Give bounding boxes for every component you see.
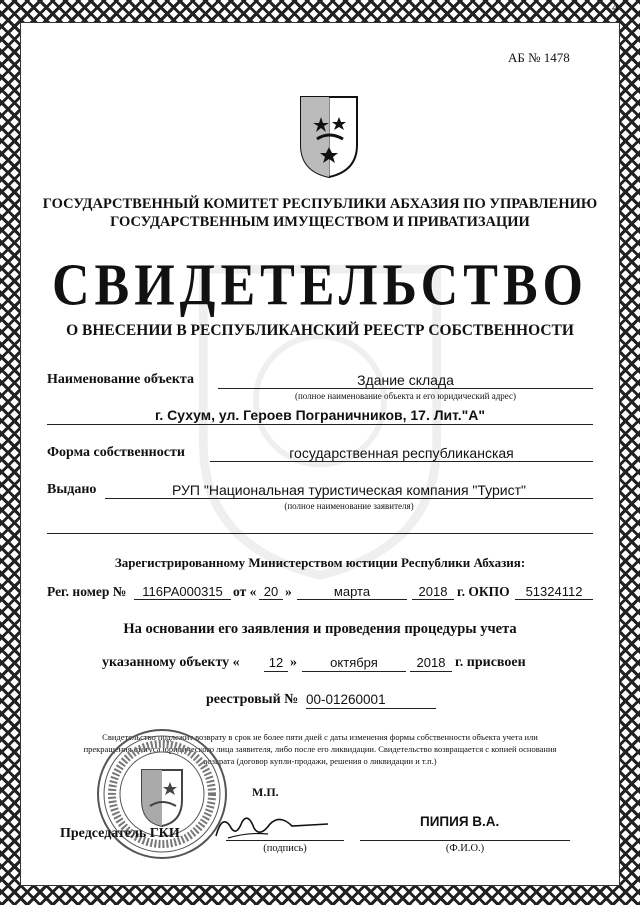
reg-underline — [134, 599, 231, 600]
assign-month-underline — [302, 671, 406, 672]
coat-of-arms-icon — [299, 95, 359, 179]
document-number: АБ № 1478 — [508, 50, 570, 65]
corner-mark: 4 — [612, 0, 618, 14]
signature-hint: (подпись) — [263, 843, 307, 854]
committee-line-1: ГОСУДАРСТВЕННЫЙ КОМИТЕТ РЕСПУБЛИКИ АБХАЗИЯ ПО УПРАВЛЕНИЮ — [42, 196, 598, 212]
fio-underline — [360, 840, 570, 841]
ownership-value: государственная республиканская — [289, 445, 514, 461]
assign-day: 12 — [268, 655, 284, 670]
ownership-underline — [210, 461, 593, 462]
reg-label: Рег. номер № — [47, 584, 127, 599]
assign-year-underline — [410, 671, 452, 672]
notice-line-2: прекращения статуса юридического лица заявителя, либо после его ликвидации. Свидетельство возвращается с копией основания — [83, 744, 557, 754]
assign-label: указанному объекту « — [102, 655, 240, 670]
issued-underline-2 — [47, 533, 593, 534]
assign-year: 2018 — [416, 655, 446, 670]
assign-day-underline — [264, 671, 288, 672]
signature-underline — [226, 840, 344, 841]
object-underline — [218, 388, 593, 389]
reg-day-underline — [259, 599, 283, 600]
assign-quote-close: » — [290, 655, 297, 670]
address-underline — [47, 424, 593, 425]
object-address: г. Сухум, ул. Героев Пограничников, 17. Лит."А" — [154, 407, 486, 423]
signature-icon — [208, 808, 338, 844]
notice-line-1: Свидетельство подлежит возврату в срок не более пяти дней с даты изменения формы собственности объекта учета или — [102, 732, 538, 742]
issued-hint: (полное наименование заявителя) — [284, 501, 414, 511]
reg-day: 20 — [263, 584, 279, 599]
reg-month-underline — [297, 599, 407, 600]
assign-end-label: г. присвоен — [455, 655, 526, 670]
registered-by: Зарегистрированному Министерством юстиции Республики Абхазия: — [114, 555, 526, 570]
object-value: Здание склада — [357, 372, 454, 388]
okpo-underline — [515, 599, 593, 600]
reg-quote-close: » — [285, 584, 292, 599]
certificate-title: СВИДЕТЕЛЬСТВО — [51, 252, 589, 319]
issued-value: РУП "Национальная туристическая компания "Турист" — [171, 482, 526, 498]
issued-underline — [105, 498, 593, 499]
registry-underline — [306, 708, 436, 709]
reg-month: марта — [333, 584, 371, 599]
registry-label: реестровый № — [206, 692, 299, 707]
reg-number: 116РА000315 — [142, 584, 223, 599]
object-hint: (полное наименование объекта и его юридический адрес) — [294, 391, 517, 401]
chairman-label: Председатель ГКИ — [60, 826, 180, 841]
reg-year: 2018 — [418, 584, 448, 599]
certificate-subtitle: О ВНЕСЕНИИ В РЕСПУБЛИКАНСКИЙ РЕЕСТР СОБСТВЕННОСТИ — [66, 322, 574, 339]
fio-value: ПИПИЯ В.А. — [420, 814, 500, 829]
ownership-label: Форма собственности — [47, 445, 185, 460]
object-label: Наименование объекта — [47, 372, 194, 387]
reg-from-label: от « — [233, 584, 257, 599]
seal-place-label: М.П. — [252, 785, 279, 799]
fio-hint: (Ф.И.О.) — [445, 843, 485, 854]
assign-month: октября — [330, 655, 378, 670]
basis-line: На основании его заявления и проведения процедуры учета — [123, 621, 517, 637]
okpo-value: 51324112 — [525, 584, 583, 599]
committee-line-2: ГОСУДАРСТВЕННЫМ ИМУЩЕСТВОМ И ПРИВАТИЗАЦИИ — [110, 214, 530, 230]
reg-year-underline — [412, 599, 454, 600]
registry-value: 00-01260001 — [306, 692, 386, 707]
issued-label: Выдано — [47, 482, 97, 497]
notice-line-3: возврата (договор купли-продажи, решения о ликвидации и т.п.) — [203, 756, 437, 766]
okpo-label: г. ОКПО — [457, 584, 510, 599]
